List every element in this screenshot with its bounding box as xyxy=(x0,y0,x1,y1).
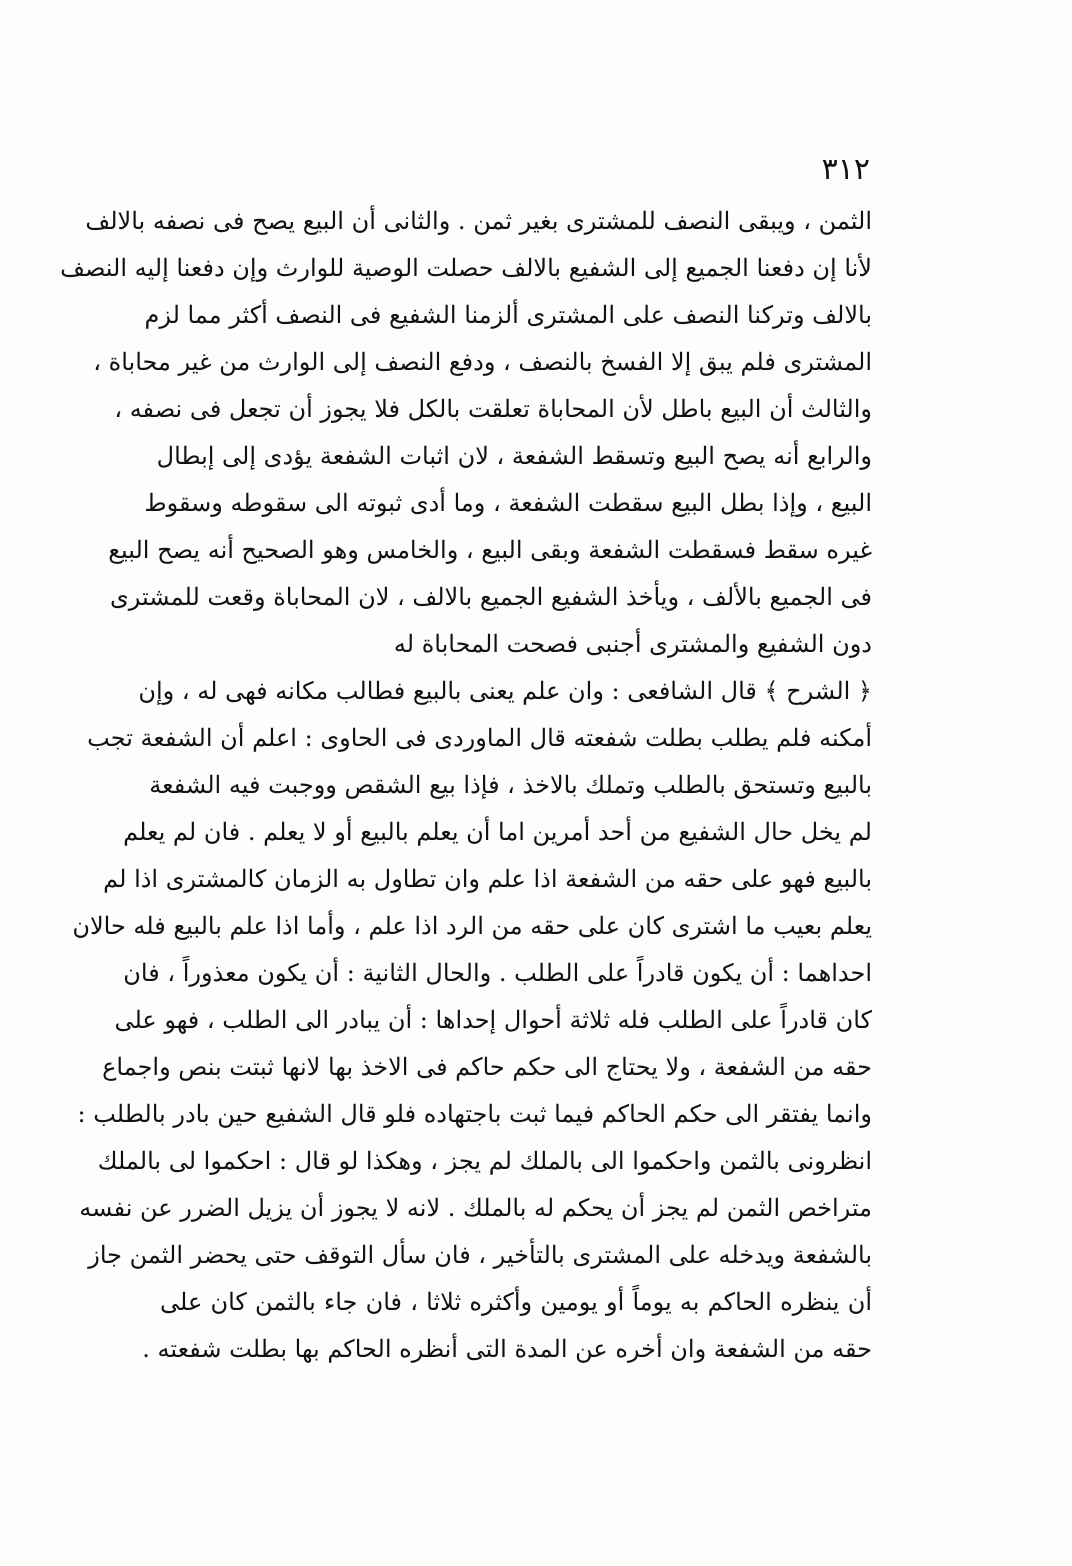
text-line: احداهما : أن يكون قادراً على الطلب . والحال الثانية : أن يكون معذوراً ، فان xyxy=(123,959,872,987)
paragraph-1 xyxy=(60,198,872,668)
text-line: لم يخل حال الشفيع من أحد أمرين اما أن يعلم بالبيع أو لا يعلم . فان لم يعلم xyxy=(123,818,872,846)
text-line: ﴿ الشرح ﴾ قال الشافعى : وان علم يعنى بالبيع فطالب مكانه فهى له ، وإن xyxy=(138,677,872,705)
text-line: بالالف وتركنا النصف على المشترى ألزمنا الشفيع فى النصف أكثر مما لزم xyxy=(144,301,872,329)
text-line: الثمن ، ويبقى النصف للمشترى بغير ثمن . والثانى أن البيع يصح فى نصفه بالالف xyxy=(85,207,872,235)
text-line: بالشفعة ويدخله على المشترى بالتأخير ، فان سأل التوقف حتى يحضر الثمن جاز xyxy=(88,1241,872,1269)
text-line: يعلم بعيب ما اشترى كان على حقه من الرد اذا علم ، وأما اذا علم بالبيع فله حالان xyxy=(72,912,872,940)
text-line: بالبيع وتستحق بالطلب وتملك بالاخذ ، فإذا بيع الشقص ووجبت فيه الشفعة xyxy=(149,771,872,799)
text-line: كان قادراً على الطلب فله ثلاثة أحوال إحداها : أن يبادر الى الطلب ، فهو على xyxy=(114,1006,872,1034)
text-line: انظرونى بالثمن واحكموا الى بالملك لم يجز ، وهكذا لو قال : احكموا لى بالملك xyxy=(97,1147,872,1175)
paragraph-2 xyxy=(72,668,872,1373)
text-line: والثالث أن البيع باطل لأن المحاباة تعلقت بالكل فلا يجوز أن تجعل فى نصفه ، xyxy=(114,395,872,423)
text-line: فى الجميع بالألف ، ويأخذ الشفيع الجميع بالالف ، لان المحاباة وقعت للمشترى xyxy=(109,583,872,611)
text-line: أمكنه فلم يطلب بطلت شفعته قال الماوردى فى الحاوى : اعلم أن الشفعة تجب xyxy=(87,724,872,752)
text-line: البيع ، وإذا بطل البيع سقطت الشفعة ، وما أدى ثبوته الى سقوطه وسقوط xyxy=(144,489,872,517)
text-line: أن ينظره الحاكم به يوماً أو يومين وأكثره ثلاثا ، فان جاء بالثمن كان على xyxy=(160,1288,872,1316)
text-line: المشترى فلم يبق إلا الفسخ بالنصف ، ودفع النصف إلى الوارث من غير محاباة ، xyxy=(93,348,872,376)
page-number: ٣١٢ xyxy=(821,152,870,187)
text-line: دون الشفيع والمشترى أجنبى فصحت المحاباة له xyxy=(393,630,872,658)
text-line: لأنا إن دفعنا الجميع إلى الشفيع بالالف حصلت الوصية للوارث وإن دفعنا إليه النصف xyxy=(60,254,872,282)
text-line: غيره سقط فسقطت الشفعة وبقى البيع ، والخامس وهو الصحيح أنه يصح البيع xyxy=(108,536,872,564)
text-line: والرابع أنه يصح البيع وتسقط الشفعة ، لان اثبات الشفعة يؤدى إلى إبطال xyxy=(156,442,872,470)
text-line: حقه من الشفعة ، ولا يحتاج الى حكم حاكم فى الاخذ بها لانها ثبتت بنص واجماع xyxy=(102,1053,872,1081)
text-line: متراخص الثمن لم يجز أن يحكم له بالملك . لانه لا يجوز أن يزيل الضرر عن نفسه xyxy=(79,1194,872,1222)
text-line: حقه من الشفعة وان أخره عن المدة التى أنظره الحاكم بها بطلت شفعته . xyxy=(142,1335,872,1363)
text-line: وانما يفتقر الى حكم الحاكم فيما ثبت باجتهاده فلو قال الشفيع حين بادر بالطلب : xyxy=(77,1100,872,1128)
text-line: بالبيع فهو على حقه من الشفعة اذا علم وان تطاول به الزمان كالمشترى اذا لم xyxy=(103,865,872,893)
